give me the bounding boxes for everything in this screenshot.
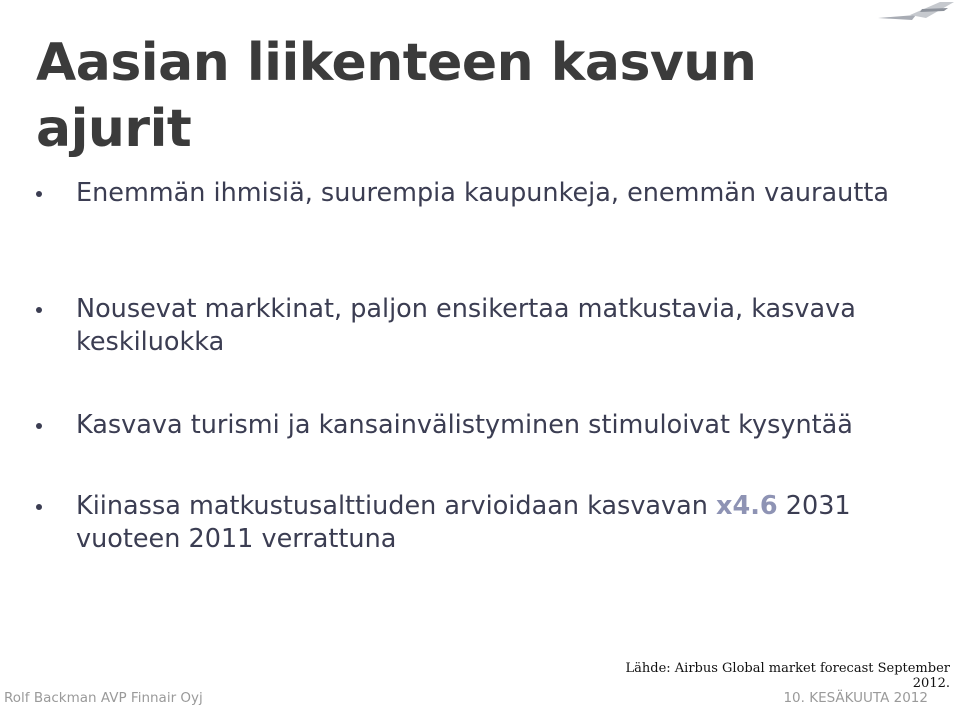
bullet-text: Enemmän ihmisiä, suurempia kaupunkeja, enemmän vaurautta bbox=[76, 178, 889, 208]
finnair-logo-icon bbox=[876, 0, 956, 22]
footer-date: 10. KESÄKUUTA 2012 bbox=[783, 690, 928, 706]
bullet-text: Kasvava turismi ja kansainvälistyminen stimuloivat kysyntää bbox=[76, 410, 853, 440]
slide-title: Aasian liikenteen kasvun ajurit bbox=[36, 33, 757, 159]
footer-author: Rolf Backman AVP Finnair Oyj bbox=[4, 690, 203, 706]
bullet-icon bbox=[36, 307, 42, 313]
bullet-text: Nousevat markkinat, paljon ensikertaa matkustavia, kasvava keskiluokka bbox=[76, 294, 856, 357]
bullet-text-end: 2031 vuoteen 2011 verrattuna bbox=[76, 491, 851, 554]
bullet-item bbox=[76, 490, 946, 556]
bullet-item bbox=[76, 293, 946, 359]
bullet-icon bbox=[36, 423, 42, 429]
bullet-item bbox=[76, 409, 946, 442]
bullet-text-start: Kiinassa matkustusalttiuden arvioidaan kasvavan bbox=[76, 491, 717, 521]
bullet-icon bbox=[36, 191, 42, 197]
bullet-icon bbox=[36, 504, 42, 510]
bullet-item bbox=[76, 177, 946, 210]
growth-factor-highlight: x4.6 bbox=[716, 491, 778, 521]
source-note: Lähde: Airbus Global market forecast September 2012. bbox=[625, 661, 950, 691]
